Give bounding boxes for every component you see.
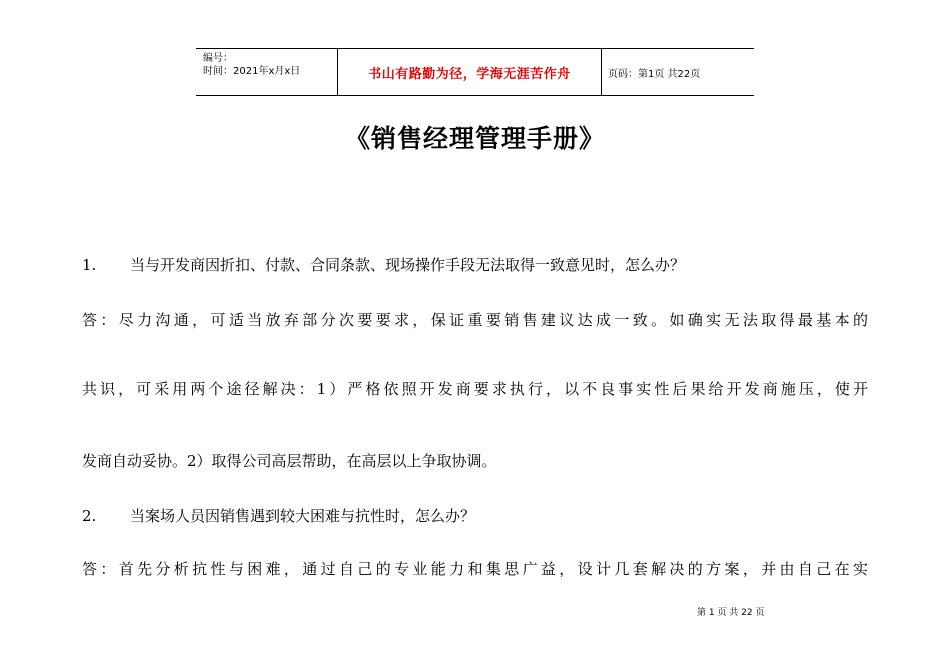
question-1 bbox=[82, 254, 685, 275]
header-motto: 书山有路勤为径，学海无涯苦作舟 bbox=[338, 49, 602, 95]
answer-2-line-1: 答：首先分析抗性与困难，通过自己的专业能力和集思广益，设计几套解决的方案，并由自己在实 bbox=[82, 560, 868, 578]
question-1-text: 当与开发商因折扣、付款、合同条款、现场操作手段无法取得一致意见时，怎么办？ bbox=[130, 256, 686, 274]
document-title: 《销售经理管理手册》 bbox=[344, 124, 605, 153]
page-footer: 第 1 页 共 22 页 bbox=[697, 608, 765, 618]
answer-1-line-1: 答：尽力沟通，可适当放弃部分次要要求，保证重要销售建议达成一致。如确实无法取得最基本的 bbox=[82, 311, 868, 329]
answer-1-line-2: 共识，可采用两个途径解决：1）严格依照开发商要求执行，以不良事实性后果给开发商施压，使开 bbox=[82, 380, 868, 398]
header-table bbox=[196, 48, 754, 96]
question-2-number: 2. bbox=[82, 507, 97, 525]
answer-1-line-3: 发商自动妥协。2）取得公司高层帮助，在高层以上争取协调。 bbox=[82, 452, 497, 470]
question-1-number: 1. bbox=[82, 256, 97, 274]
header-meta-cell bbox=[196, 49, 338, 95]
question-2-text: 当案场人员因销售遇到较大困难与抗性时，怎么办？ bbox=[130, 507, 476, 525]
document-number-label: 编号： bbox=[203, 53, 233, 64]
header-page-info: 页码：第1页 共22页 bbox=[608, 68, 701, 80]
document-time-label: 时间：2021年x月x日 bbox=[203, 66, 301, 77]
question-2 bbox=[82, 505, 475, 526]
